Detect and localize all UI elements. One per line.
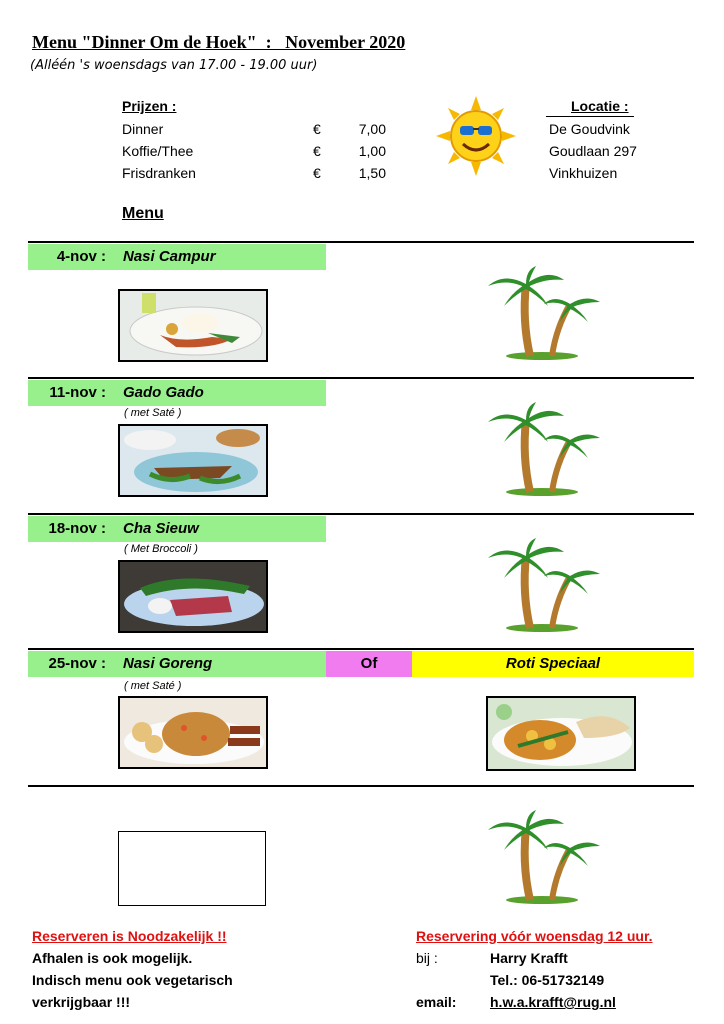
opening-hours-subtitle: (Alléén 's woensdags van 17.00 - 19.00 uur) bbox=[30, 58, 318, 73]
or-label-bar bbox=[326, 651, 412, 677]
contact-name: Harry Krafft bbox=[490, 950, 568, 966]
day-dish: Nasi Goreng bbox=[123, 655, 213, 672]
day-bar-25-nov bbox=[28, 651, 326, 677]
day-date: 18-nov : bbox=[48, 520, 106, 537]
day-dish: Cha Sieuw bbox=[123, 520, 199, 537]
day-note: ( met Saté ) bbox=[124, 407, 182, 419]
palm-trees-icon bbox=[482, 810, 612, 910]
day-dish: Nasi Campur bbox=[123, 248, 216, 265]
footer-left-line: Indisch menu ook vegetarisch bbox=[32, 972, 233, 988]
currency-symbol: € bbox=[313, 121, 321, 137]
day-dish: Gado Gado bbox=[123, 384, 204, 401]
dish-photo-gado-gado bbox=[118, 424, 268, 497]
location-line: Goudlaan 297 bbox=[549, 143, 637, 159]
footer-left-line: verkrijgbaar !!! bbox=[32, 994, 131, 1010]
palm-trees-icon bbox=[482, 402, 612, 502]
sun-with-sunglasses-icon bbox=[436, 96, 516, 180]
prices-heading: Prijzen : bbox=[122, 98, 177, 114]
email-label: email: bbox=[416, 994, 457, 1010]
section-divider bbox=[28, 377, 694, 379]
section-divider bbox=[28, 241, 694, 243]
price-koffie: 1,00 bbox=[358, 143, 386, 159]
section-divider bbox=[28, 785, 694, 787]
contact-phone: Tel.: 06-51732149 bbox=[490, 972, 605, 988]
price-name-dinner: Dinner bbox=[122, 121, 164, 137]
day-note: ( met Saté ) bbox=[124, 680, 182, 692]
bij-label: bij : bbox=[416, 950, 438, 966]
day-bar-11-nov bbox=[28, 380, 326, 406]
price-dinner: 7,00 bbox=[358, 121, 386, 137]
reservation-deadline-heading: Reservering vóór woensdag 12 uur. bbox=[416, 928, 653, 944]
palm-trees-icon bbox=[482, 538, 612, 638]
location-rule bbox=[546, 116, 634, 117]
dish-photo-nasi-goreng bbox=[118, 696, 268, 769]
day-note: ( Met Broccoli ) bbox=[124, 543, 198, 555]
dish-photo-cha-sieuw bbox=[118, 560, 268, 633]
day-bar-4-nov bbox=[28, 244, 326, 270]
alt-dish-bar bbox=[412, 651, 694, 677]
menu-title: Menu "Dinner Om de Hoek" : November 2020 bbox=[32, 32, 406, 52]
day-date: 4-nov : bbox=[56, 248, 106, 265]
empty-photo-box bbox=[118, 831, 266, 906]
price-name-koffie: Koffie/Thee bbox=[122, 143, 194, 159]
footer-left-line: Afhalen is ook mogelijk. bbox=[32, 950, 193, 966]
dish-photo-roti-speciaal bbox=[486, 696, 636, 771]
price-name-frisdranken: Frisdranken bbox=[122, 165, 196, 181]
location-line: De Goudvink bbox=[549, 121, 630, 137]
price-frisdranken: 1,50 bbox=[358, 165, 386, 181]
currency-symbol: € bbox=[313, 165, 321, 181]
alt-dish: Roti Speciaal bbox=[505, 655, 601, 672]
currency-symbol: € bbox=[313, 143, 321, 159]
section-divider bbox=[28, 513, 694, 515]
menu-heading: Menu bbox=[122, 205, 164, 222]
dish-photo-nasi-campur bbox=[118, 289, 268, 362]
day-date: 11-nov : bbox=[49, 384, 106, 401]
section-divider bbox=[28, 648, 694, 650]
day-bar-18-nov bbox=[28, 516, 326, 542]
reservation-required-heading: Reserveren is Noodzakelijk !! bbox=[32, 928, 227, 944]
email-link[interactable]: h.w.a.krafft@rug.nl bbox=[490, 994, 616, 1010]
location-heading: Locatie : bbox=[571, 98, 629, 114]
or-label: Of bbox=[360, 655, 378, 672]
day-date: 25-nov : bbox=[48, 655, 106, 672]
location-line: Vinkhuizen bbox=[549, 165, 618, 181]
palm-trees-icon bbox=[482, 266, 612, 366]
